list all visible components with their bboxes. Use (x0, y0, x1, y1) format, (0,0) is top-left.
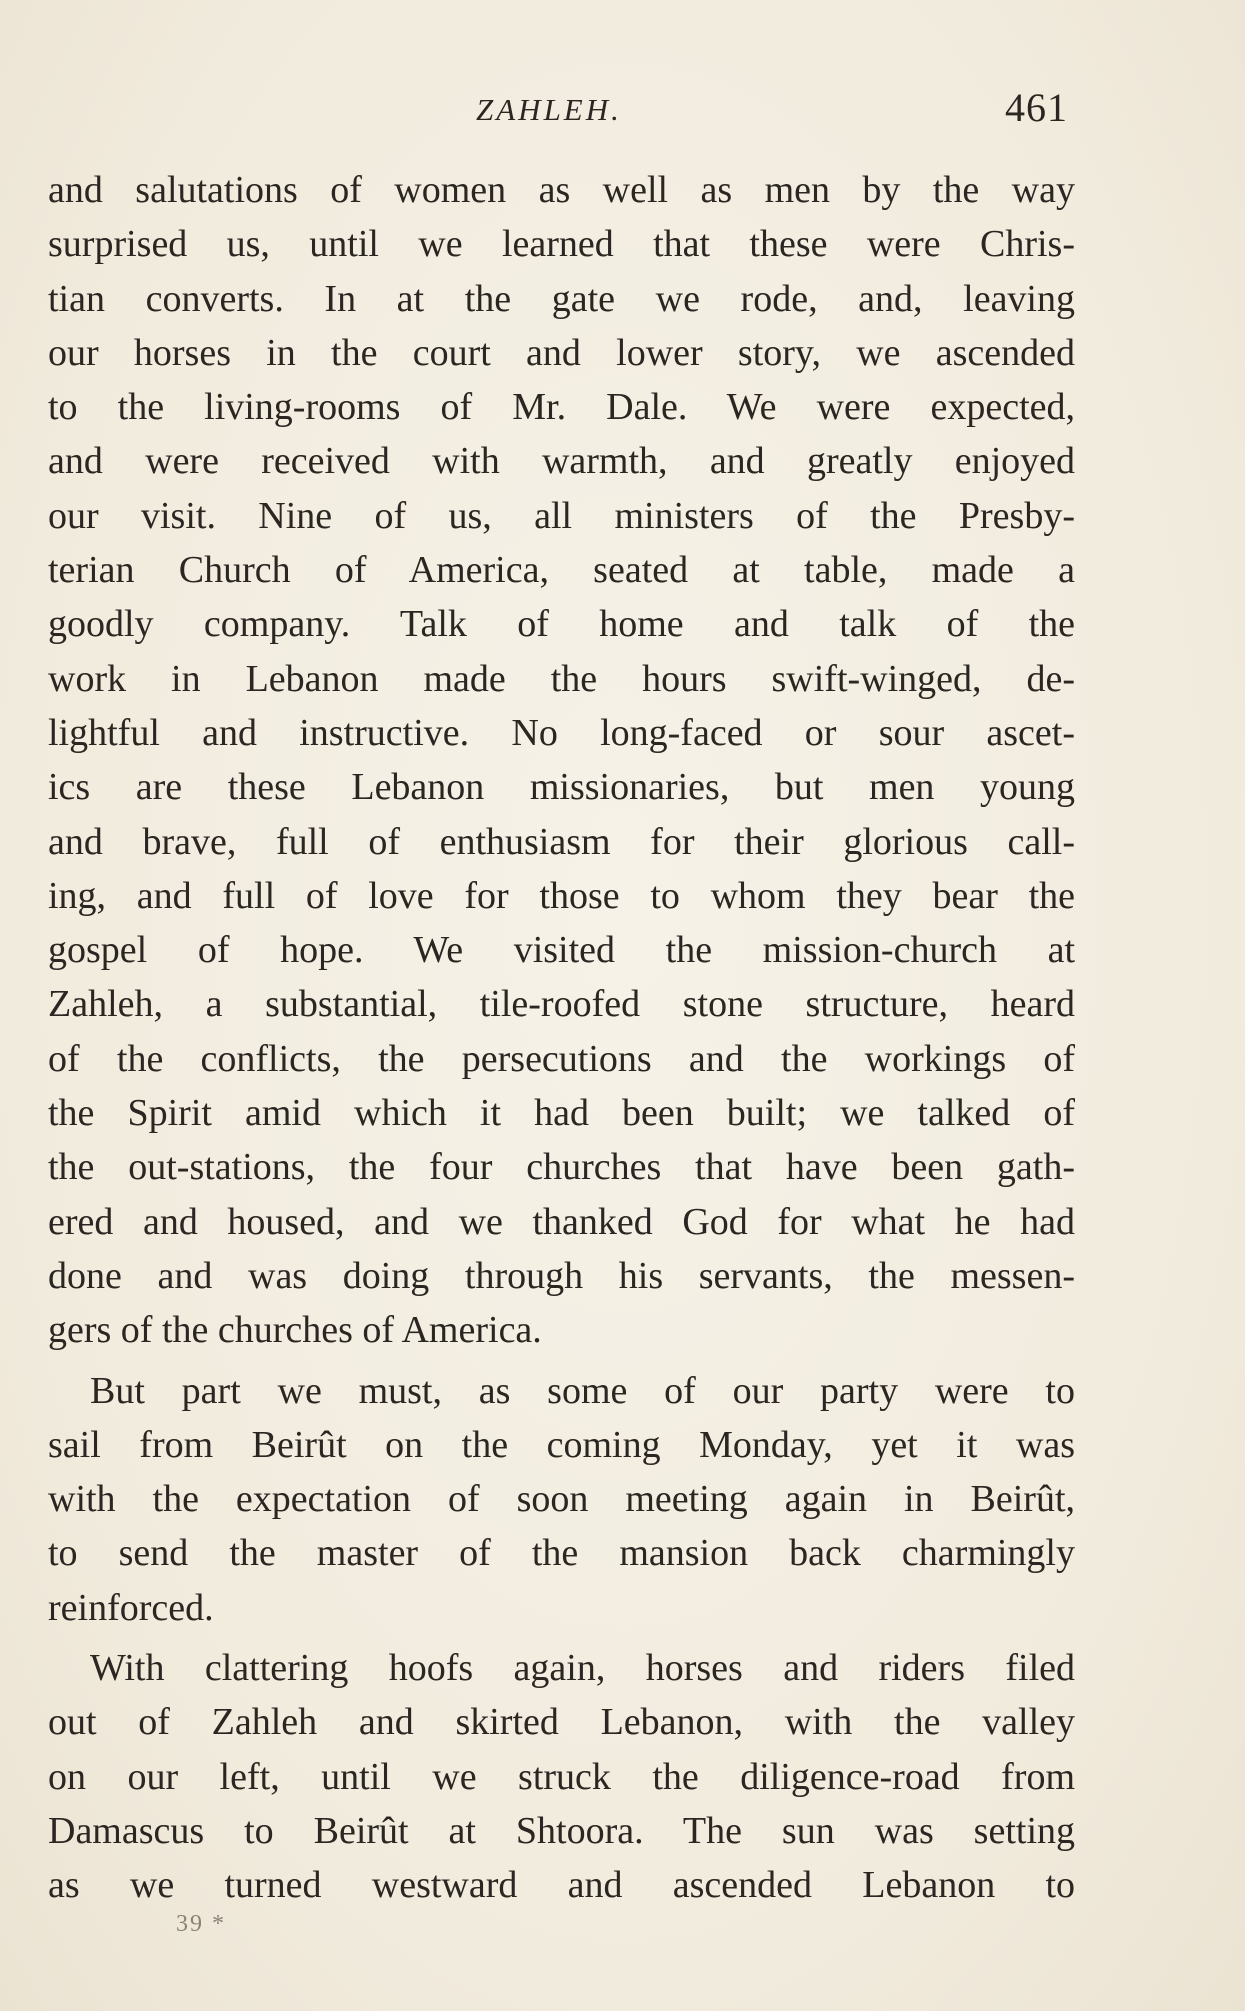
text-line: on our left, until we struck the diligence-road from (48, 1755, 1075, 1798)
text-line: ing, and full of love for those to whom they bear the (48, 874, 1075, 917)
text-line: the Spirit amid which it had been built; we talked of (48, 1092, 1075, 1135)
text-line: work in Lebanon made the hours swift-winged, de- (48, 657, 1075, 700)
text-line: to send the master of the mansion back charmingly (48, 1532, 1075, 1575)
text-line: goodly company. Talk of home and talk of the (48, 603, 1075, 646)
text-line: reinforced. (48, 1586, 214, 1629)
text-line: terian Church of America, seated at table, made a (48, 549, 1075, 592)
text-line: to the living-rooms of Mr. Dale. We were expected, (48, 386, 1075, 429)
page-number: 461 (1005, 85, 1068, 130)
text-line: tian converts. In at the gate we rode, and, leaving (48, 277, 1075, 320)
text-line: and salutations of women as well as men by the way (48, 169, 1075, 211)
text-line: done and was doing through his servants, the messen- (48, 1254, 1075, 1297)
signature-mark: 39 * (176, 1911, 226, 1937)
text-line: surprised us, until we learned that these were Chris- (48, 223, 1075, 266)
text-line: our horses in the court and lower story, we ascended (48, 331, 1075, 374)
text-line: our visit. Nine of us, all ministers of the Presby- (48, 494, 1075, 537)
text-line: with the expectation of soon meeting again in Beirût, (48, 1478, 1075, 1521)
paragraph (48, 163, 1075, 1358)
text-line: gospel of hope. We visited the mission-church at (48, 929, 1075, 972)
text-line: and brave, full of enthusiasm for their glorious call- (48, 820, 1075, 863)
text-line: the out-stations, the four churches that have been gath- (48, 1146, 1075, 1189)
text-line: Damascus to Beirût at Shtoora. The sun was setting (48, 1809, 1075, 1852)
text-line: With clattering hoofs again, horses and riders filed (90, 1647, 1075, 1690)
running-title: ZAHLEH. (476, 92, 622, 127)
text-line: out of Zahleh and skirted Lebanon, with the valley (48, 1701, 1075, 1744)
text-line: But part we must, as some of our party were to (90, 1369, 1075, 1412)
text-line: Zahleh, a substantial, tile-roofed stone structure, heard (48, 983, 1075, 1026)
paragraph (48, 1641, 1075, 1912)
text-line: sail from Beirût on the coming Monday, yet it was (48, 1423, 1075, 1466)
text-line: as we turned westward and ascended Lebanon to (48, 1864, 1075, 1907)
text-line: and were received with warmth, and greatly enjoyed (48, 440, 1075, 483)
text-line: ics are these Lebanon missionaries, but men young (48, 766, 1075, 809)
text-line: gers of the churches of America. (48, 1309, 542, 1352)
paragraph (48, 1364, 1075, 1635)
text-line: lightful and instructive. No long-faced or sour ascet- (48, 711, 1075, 754)
text-line: ered and housed, and we thanked God for what he had (48, 1200, 1075, 1243)
body-text (48, 163, 1075, 1913)
running-head (0, 82, 1245, 142)
text-line: of the conflicts, the persecutions and the workings of (48, 1037, 1075, 1080)
